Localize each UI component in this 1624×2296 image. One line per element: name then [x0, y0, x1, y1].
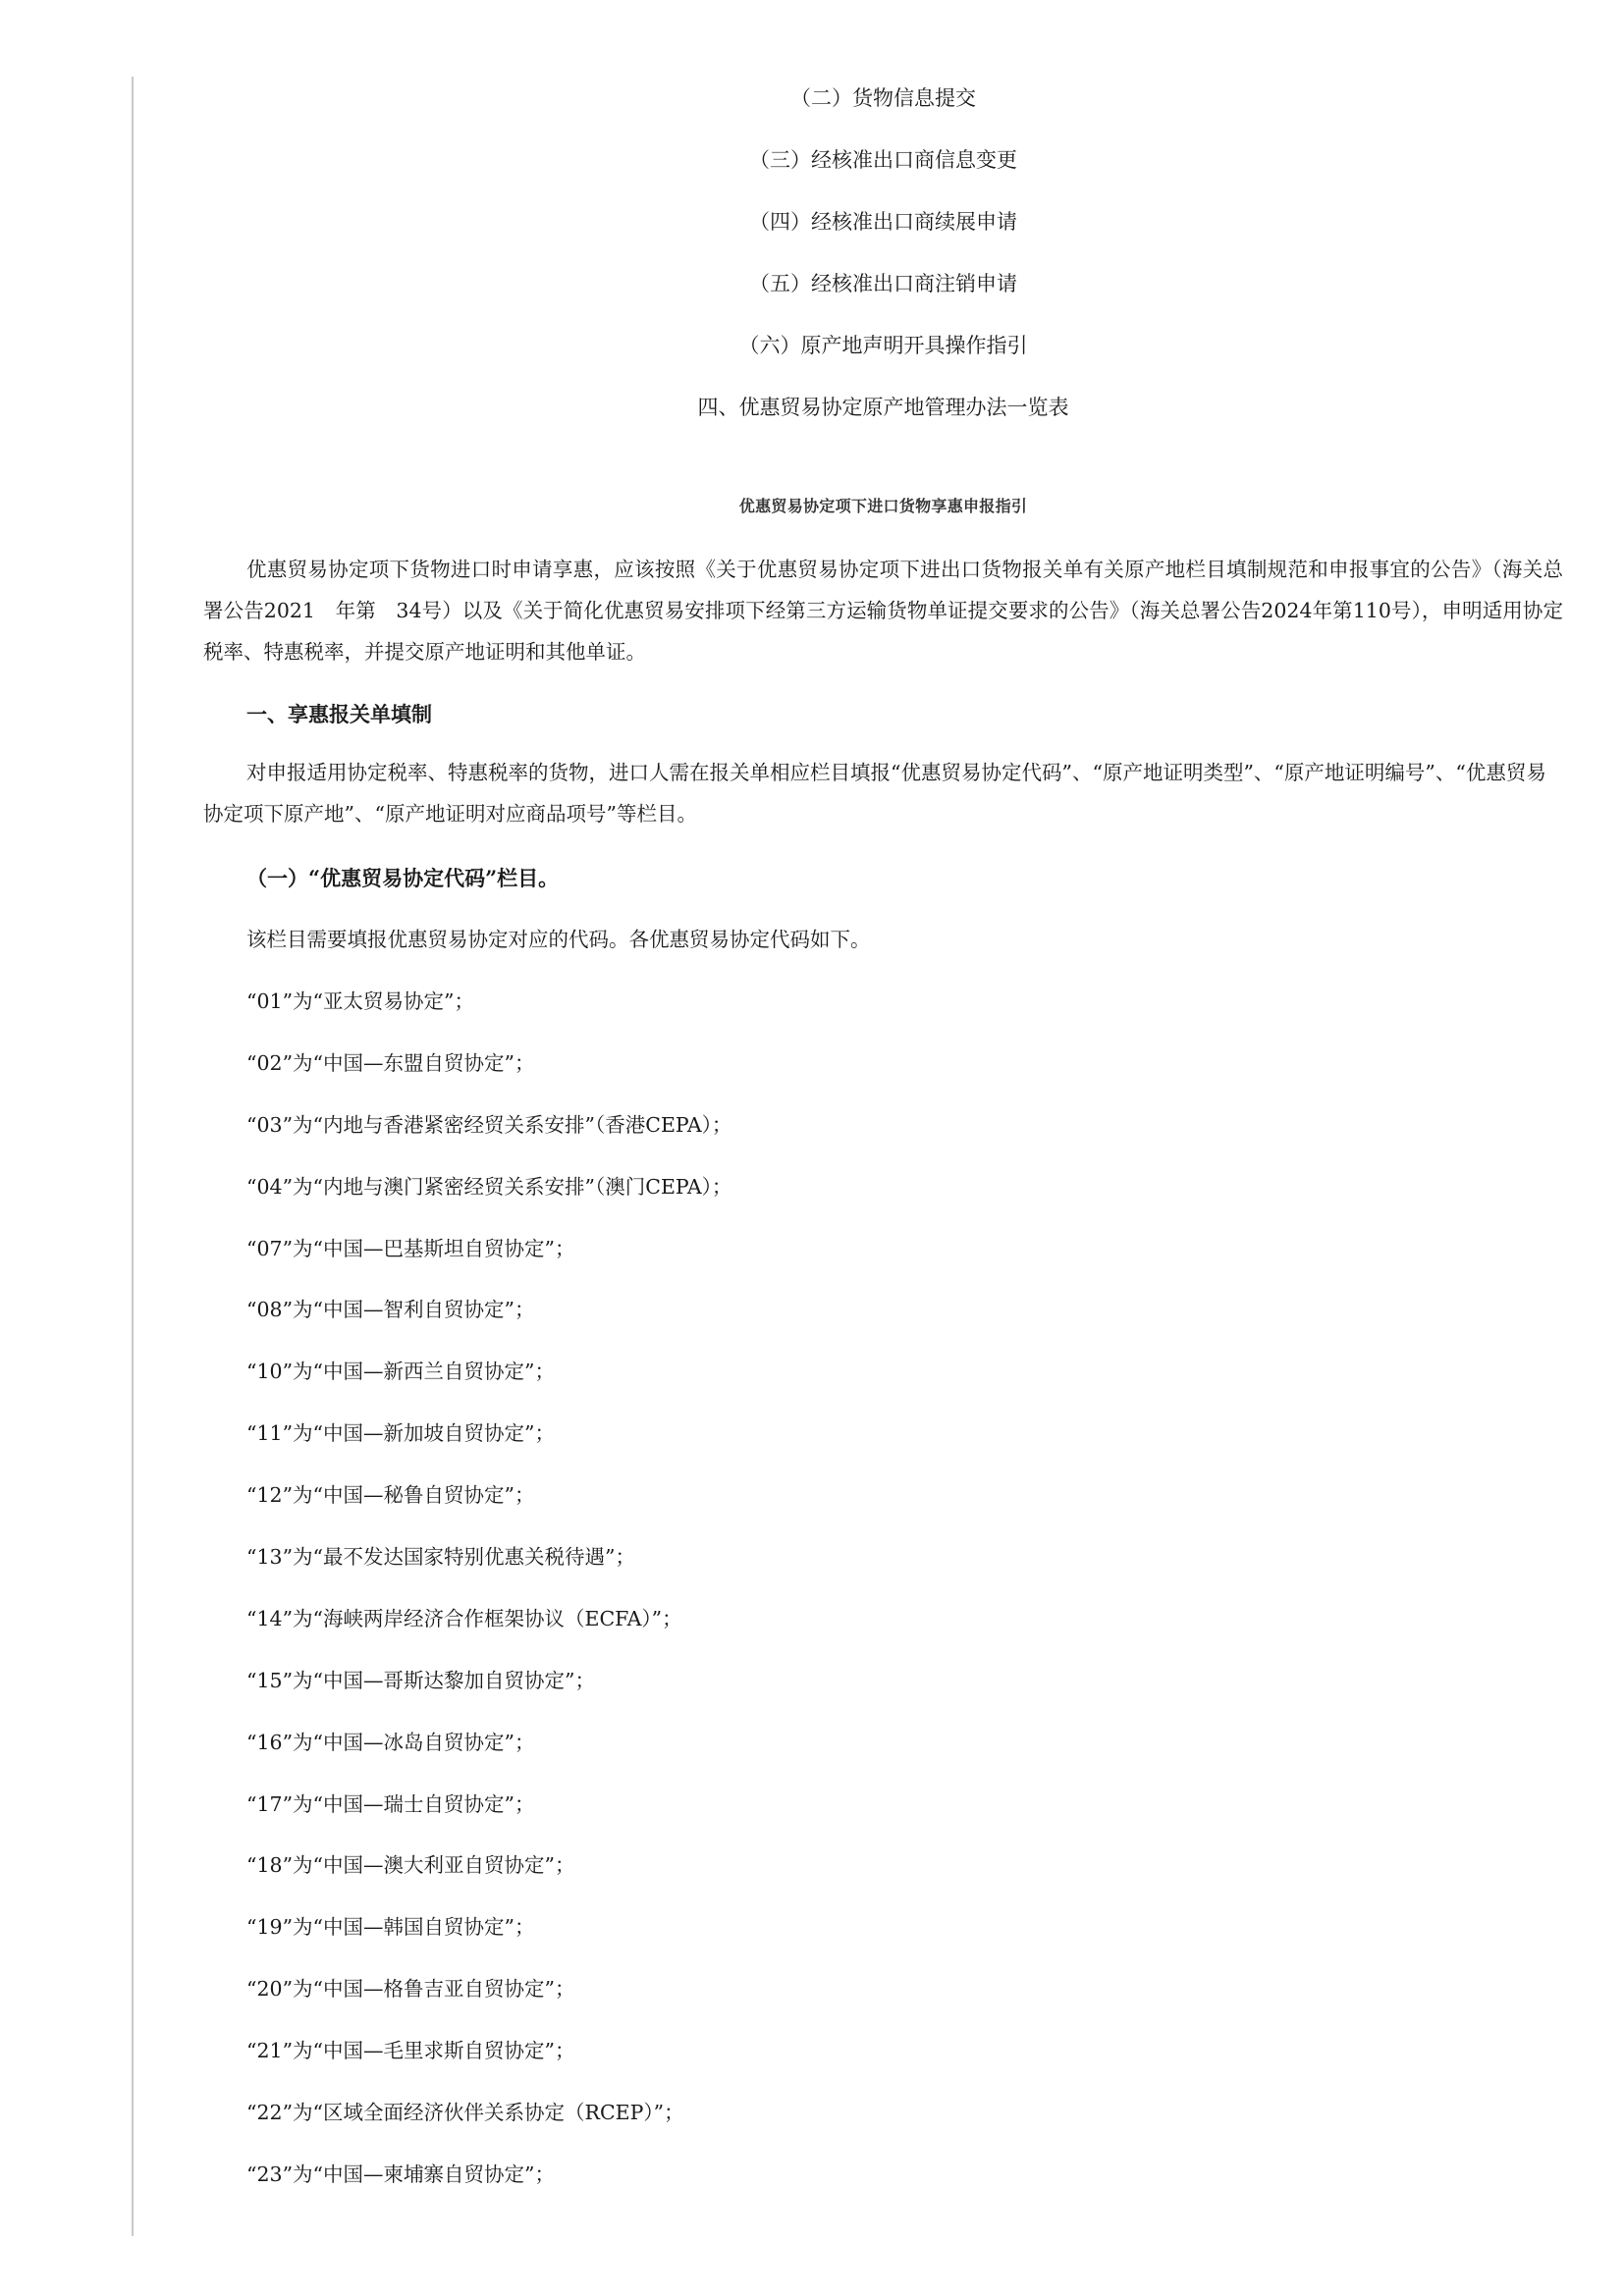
list-item: “01”为“亚太贸易协定”； — [246, 989, 475, 1013]
section-heading: 一、享惠报关单填制 — [246, 702, 432, 726]
toc-item: （六）原产地声明开具操作指引 — [738, 334, 1028, 357]
toc-item: （三）经核准出口商信息变更 — [749, 148, 1017, 172]
list-item: “17”为“中国—瑞士自贸协定”； — [246, 1791, 535, 1816]
table-of-contents — [203, 79, 1563, 450]
agreement-code-list — [246, 982, 731, 2216]
list-item: “23”为“中国—柬埔寨自贸协定”； — [246, 2162, 556, 2186]
list-item: “12”为“中国—秘鲁自贸协定”； — [246, 1483, 535, 1508]
list-item: “14”为“海峡两岸经济合作框架协议（ECFA）”； — [246, 1606, 682, 1630]
toc-item: （四）经核准出口商续展申请 — [749, 210, 1017, 234]
list-item: “03”为“内地与香港紧密经贸关系安排”（香港CEPA）； — [246, 1112, 732, 1137]
list-item: “16”为“中国—冰岛自贸协定”； — [246, 1730, 535, 1754]
list-item: “18”为“中国—澳大利亚自贸协定”； — [246, 1853, 575, 1878]
list-item: “10”为“中国—新西兰自贸协定”； — [246, 1360, 556, 1384]
list-item: “19”为“中国—韩国自贸协定”； — [246, 1915, 535, 1940]
margin-rule — [132, 77, 134, 2236]
intro-paragraph: 优惠贸易协定项下货物进口时申请享惠，应该按照《关于优惠贸易协定项下进出口货物报关单有关原产地栏目填制规范和申报事宜的公告》（海关总署公告2021 年第 34号）以及《关于简化优惠贸易安排项下经第三方运输货物单证提交要求的公告》（海关总署公告2024年第110号），申明适用协定税率、特惠税率，并提交原产地证明和其他单证。 — [203, 558, 1563, 664]
toc-item: （二）货物信息提交 — [790, 86, 976, 110]
list-item: “21”为“中国—毛里求斯自贸协定”； — [246, 2039, 575, 2063]
list-item: “11”为“中国—新加坡自贸协定”； — [246, 1421, 556, 1446]
list-item: “20”为“中国—格鲁吉亚自贸协定”； — [246, 1977, 575, 2002]
sub-paragraph: 该栏目需要填报优惠贸易协定对应的代码。各优惠贸易协定代码如下。 — [246, 928, 871, 951]
list-item: “13”为“最不发达国家特别优惠关税待遇”； — [246, 1545, 636, 1570]
sub-heading: （一）“优惠贸易协定代码”栏目。 — [246, 866, 560, 890]
toc-item: （五）经核准出口商注销申请 — [749, 272, 1017, 295]
list-item: “22”为“区域全面经济伙伴关系协定（RCEP）”； — [246, 2101, 684, 2125]
toc-item: 四、优惠贸易协定原产地管理办法一览表 — [697, 396, 1069, 419]
list-item: “04”为“内地与澳门紧密经贸关系安排”（澳门CEPA）； — [246, 1174, 732, 1199]
list-item: “02”为“中国—东盟自贸协定”； — [246, 1050, 535, 1075]
list-item: “08”为“中国—智利自贸协定”； — [246, 1298, 535, 1322]
document-title: 优惠贸易协定项下进口货物享惠申报指引 — [738, 497, 1028, 515]
list-item: “15”为“中国—哥斯达黎加自贸协定”； — [246, 1668, 596, 1692]
section-paragraph: 对申报适用协定税率、特惠税率的货物，进口人需在报关单相应栏目填报“优惠贸易协定代码”、“原产地证明类型”、“原产地证明编号”、“优惠贸易协定项下原产地”、“原产地证明对应商品项号”等栏目。 — [203, 761, 1546, 826]
list-item: “07”为“中国—巴基斯坦自贸协定”； — [246, 1236, 575, 1260]
